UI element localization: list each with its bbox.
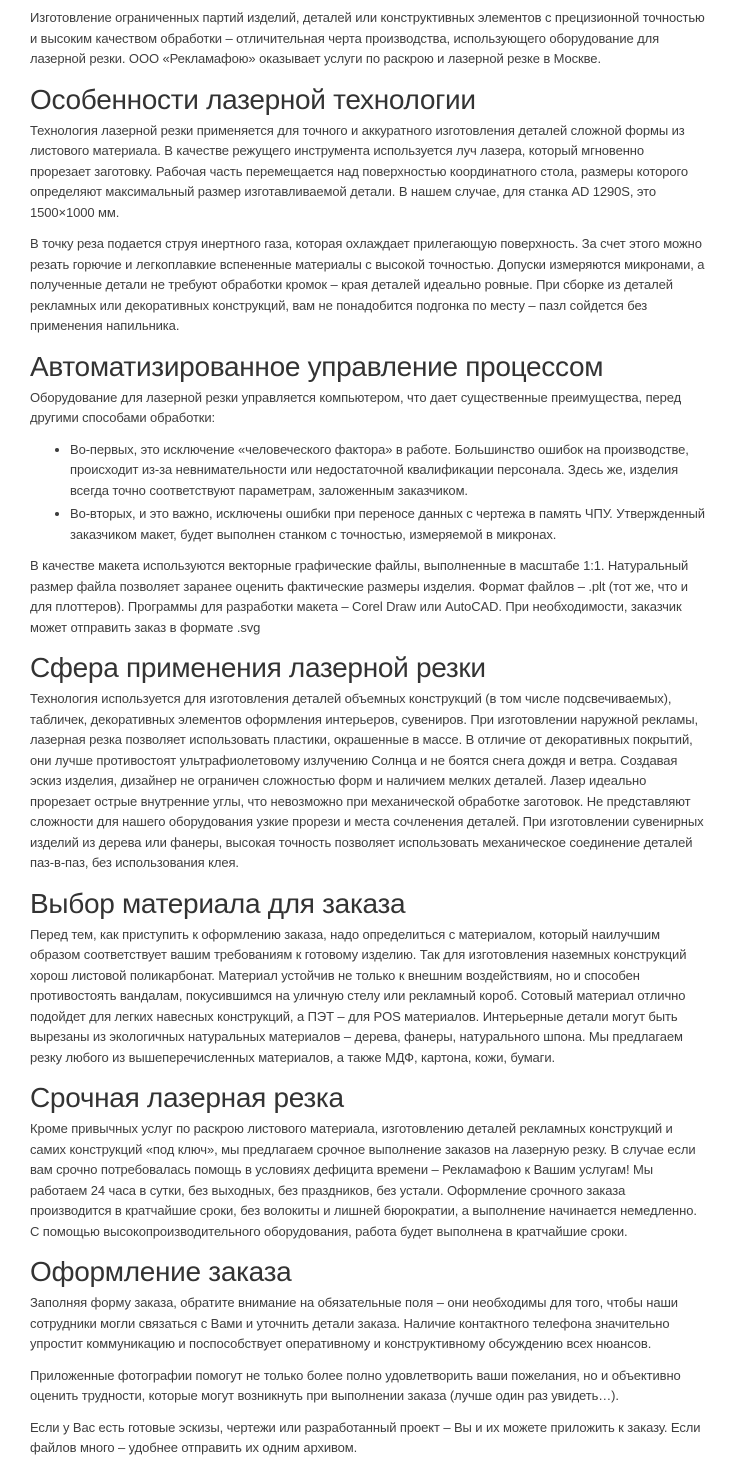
section-automated-control bbox=[30, 352, 705, 639]
section-order-placement-paragraph-2: Приложенные фотографии помогут не только более полно удовлетворить ваши пожелания, но и объективно оценить трудности, которые могут возникнуть при выполнении заказа (лучше один раз увидеть…). bbox=[30, 1367, 681, 1403]
section-order-placement-heading: Оформление заказа bbox=[30, 1256, 292, 1287]
section-material-choice bbox=[30, 889, 705, 1069]
section-application-scope-paragraph: Технология используется для изготовления деталей объемных конструкций (в том числе подсвечиваемых), табличек, декоративных элементов оформления интерьеров, сувениров. При изготовлении наружной рекламы, лазерная резка позволяет использовать пластики, окрашенные в массе. В отличие от декоративных покрытий, они лучше противостоят ультрафиолетовому излучению Солнца и не боятся снега дождя и ветра. Создавая эскиз изделия, дизайнер не ограничен сложностью форм и наличием мелких деталей. Лазер идеально прорезает острые внутренние углы, что невозможно при механической обработке заготовок. Не представляют сложности для нашего оборудования узкие прорези и места сочленения деталей. При изготовлении сувенирных изделий из дерева или фанеры, высокая точность позволяет использовать механическое соединение деталей паз-в-паз, без использования клея. bbox=[30, 691, 704, 870]
section-laser-technology-paragraph-1: Технология лазерной резки применяется для точного и аккуратного изготовления деталей сложной формы из листового материала. В качестве режущего инструмента используется луч лазера, который мгновенно прорезает заготовку. Рабочая часть перемещается над поверхностью координатного стола, размеры которого определяют максимальный размер изготавливаемой детали. В нашем случае, для станка AD 1290S, это 1500×1000 мм. bbox=[30, 122, 688, 220]
list-item: • Во-вторых, и это важно, исключены ошибки при переносе данных с чертежа в память ЧПУ. Утвержденный заказчиком макет, будет выполнен станком с точностью, измеряемой в микронах. bbox=[70, 504, 705, 545]
section-application-scope-heading: Сфера применения лазерной резки bbox=[30, 652, 486, 683]
section-order-placement bbox=[30, 1257, 705, 1459]
section-order-placement-paragraph-1: Заполняя форму заказа, обратите внимание на обязательные поля – они необходимы для того, чтобы наши сотрудники могли связаться с Вами и уточнить детали заказа. Наличие контактного телефона значительно упростит коммуникацию и поспособствует оперативному и конструктивному обсуждению всех нюансов. bbox=[30, 1295, 678, 1351]
section-order-placement-paragraph-3: Если у Вас есть готовые эскизы, чертежи или разработанный проект – Вы и их можете приложить к заказу. Если файлов много – удобнее отправить их одним архивом. bbox=[30, 1419, 701, 1455]
section-laser-technology-paragraph-2: В точку реза подается струя инертного газа, которая охлаждает прилегающую поверхность. За счет этого можно резать горючие и легкоплавкие вспененные материалы с высокой точностью. Допуски измеряются микронами, а полученные детали не требуют обработки кромок – края деталей идеально ровные. При сборке из деталей рекламных или декоративных конструкций, вам не понадобится подгонка по месту – пазл сойдется без применения напильника. bbox=[30, 236, 705, 333]
section-automated-control-lead-paragraph: Оборудование для лазерной резки управляется компьютером, что дает существенные преимущества, перед другими способами обработки: bbox=[30, 389, 682, 425]
section-urgent-cutting-heading: Срочная лазерная резка bbox=[30, 1082, 344, 1113]
section-laser-technology bbox=[30, 85, 705, 337]
section-laser-technology-heading: Особенности лазерной технологии bbox=[30, 83, 476, 115]
list-item: • Во-первых, это исключение «человеческого фактора» в работе. Большинство ошибок на производстве, происходит из-за невнимательности или недостаточной квалификации персонала. Здесь же, изделия всегда точно соответствуют параметрам, заложенным заказчиком. bbox=[70, 440, 705, 502]
section-urgent-cutting bbox=[30, 1083, 705, 1242]
section-material-choice-heading: Выбор материала для заказа bbox=[30, 887, 406, 919]
section-urgent-cutting-paragraph: Кроме привычных услуг по раскрою листового материала, изготовлению деталей рекламных конструкций и самих конструкций «под ключ», мы предлагаем срочное выполнение заказов на лазерную резку. В случае если вам срочно потребовалась помощь в условиях дефицита времени – Рекламафою к Вашим услугам! Мы работаем 24 часа в сутки, без выходных, без праздников, без устали. Оформление срочного заказа производится в кратчайшие сроки, без волокиты и лишней бюрократии, а выполнение начинается немедленно. С помощью высокопроизводительного оборудования, работа будет выполнена в кратчайшие сроки. bbox=[30, 1121, 697, 1239]
section-application-scope bbox=[30, 653, 705, 874]
advantages-list bbox=[30, 440, 705, 546]
section-material-choice-paragraph: Перед тем, как приступить к оформлению заказа, надо определиться с материалом, который наилучшим образом соответствует вашим требованиям к готовому изделию. Так для изготовления наземных конструкций хорош листовой поликарбонат. Материал устойчив не только к внешним воздействиям, но и способен противостоять вандалам, покусившимся на уличную стелу или рекламный короб. Сотовый материал отлично подойдет для легких навесных конструкций, а ПЭТ – для POS материалов. Интерьерные детали могут быть вырезаны из экологичных натуральных материалов – дерева, фанеры, натурального шпона. Мы предлагаем резку любого из вышеперечисленных материалов, а также МДФ, картона, кожи, бумаги. bbox=[30, 926, 687, 1065]
section-automated-control-outro-paragraph: В качестве макета используются векторные графические файлы, выполненные в масштабе 1:1. Натуральный размер файла позволяет заранее оценить фактические размеры изделия. Формат файлов – .plt (тот же, что и для плоттеров). Программы для разработки макета – Corel Draw или AutoCAD. При необходимости, заказчик может отправить заказ в формате .svg bbox=[30, 558, 689, 635]
intro-paragraph: Изготовление ограниченных партий изделий, деталей или конструктивных элементов с прецизионной точностью и высоким качеством обработки – отличительная черта производства, использующего оборудование для лазерной резки. ООО «Рекламафою» оказывает услуги по раскрою и лазерной резке в Москве. bbox=[30, 10, 705, 66]
section-automated-control-heading: Автоматизированное управление процессом bbox=[30, 350, 604, 382]
